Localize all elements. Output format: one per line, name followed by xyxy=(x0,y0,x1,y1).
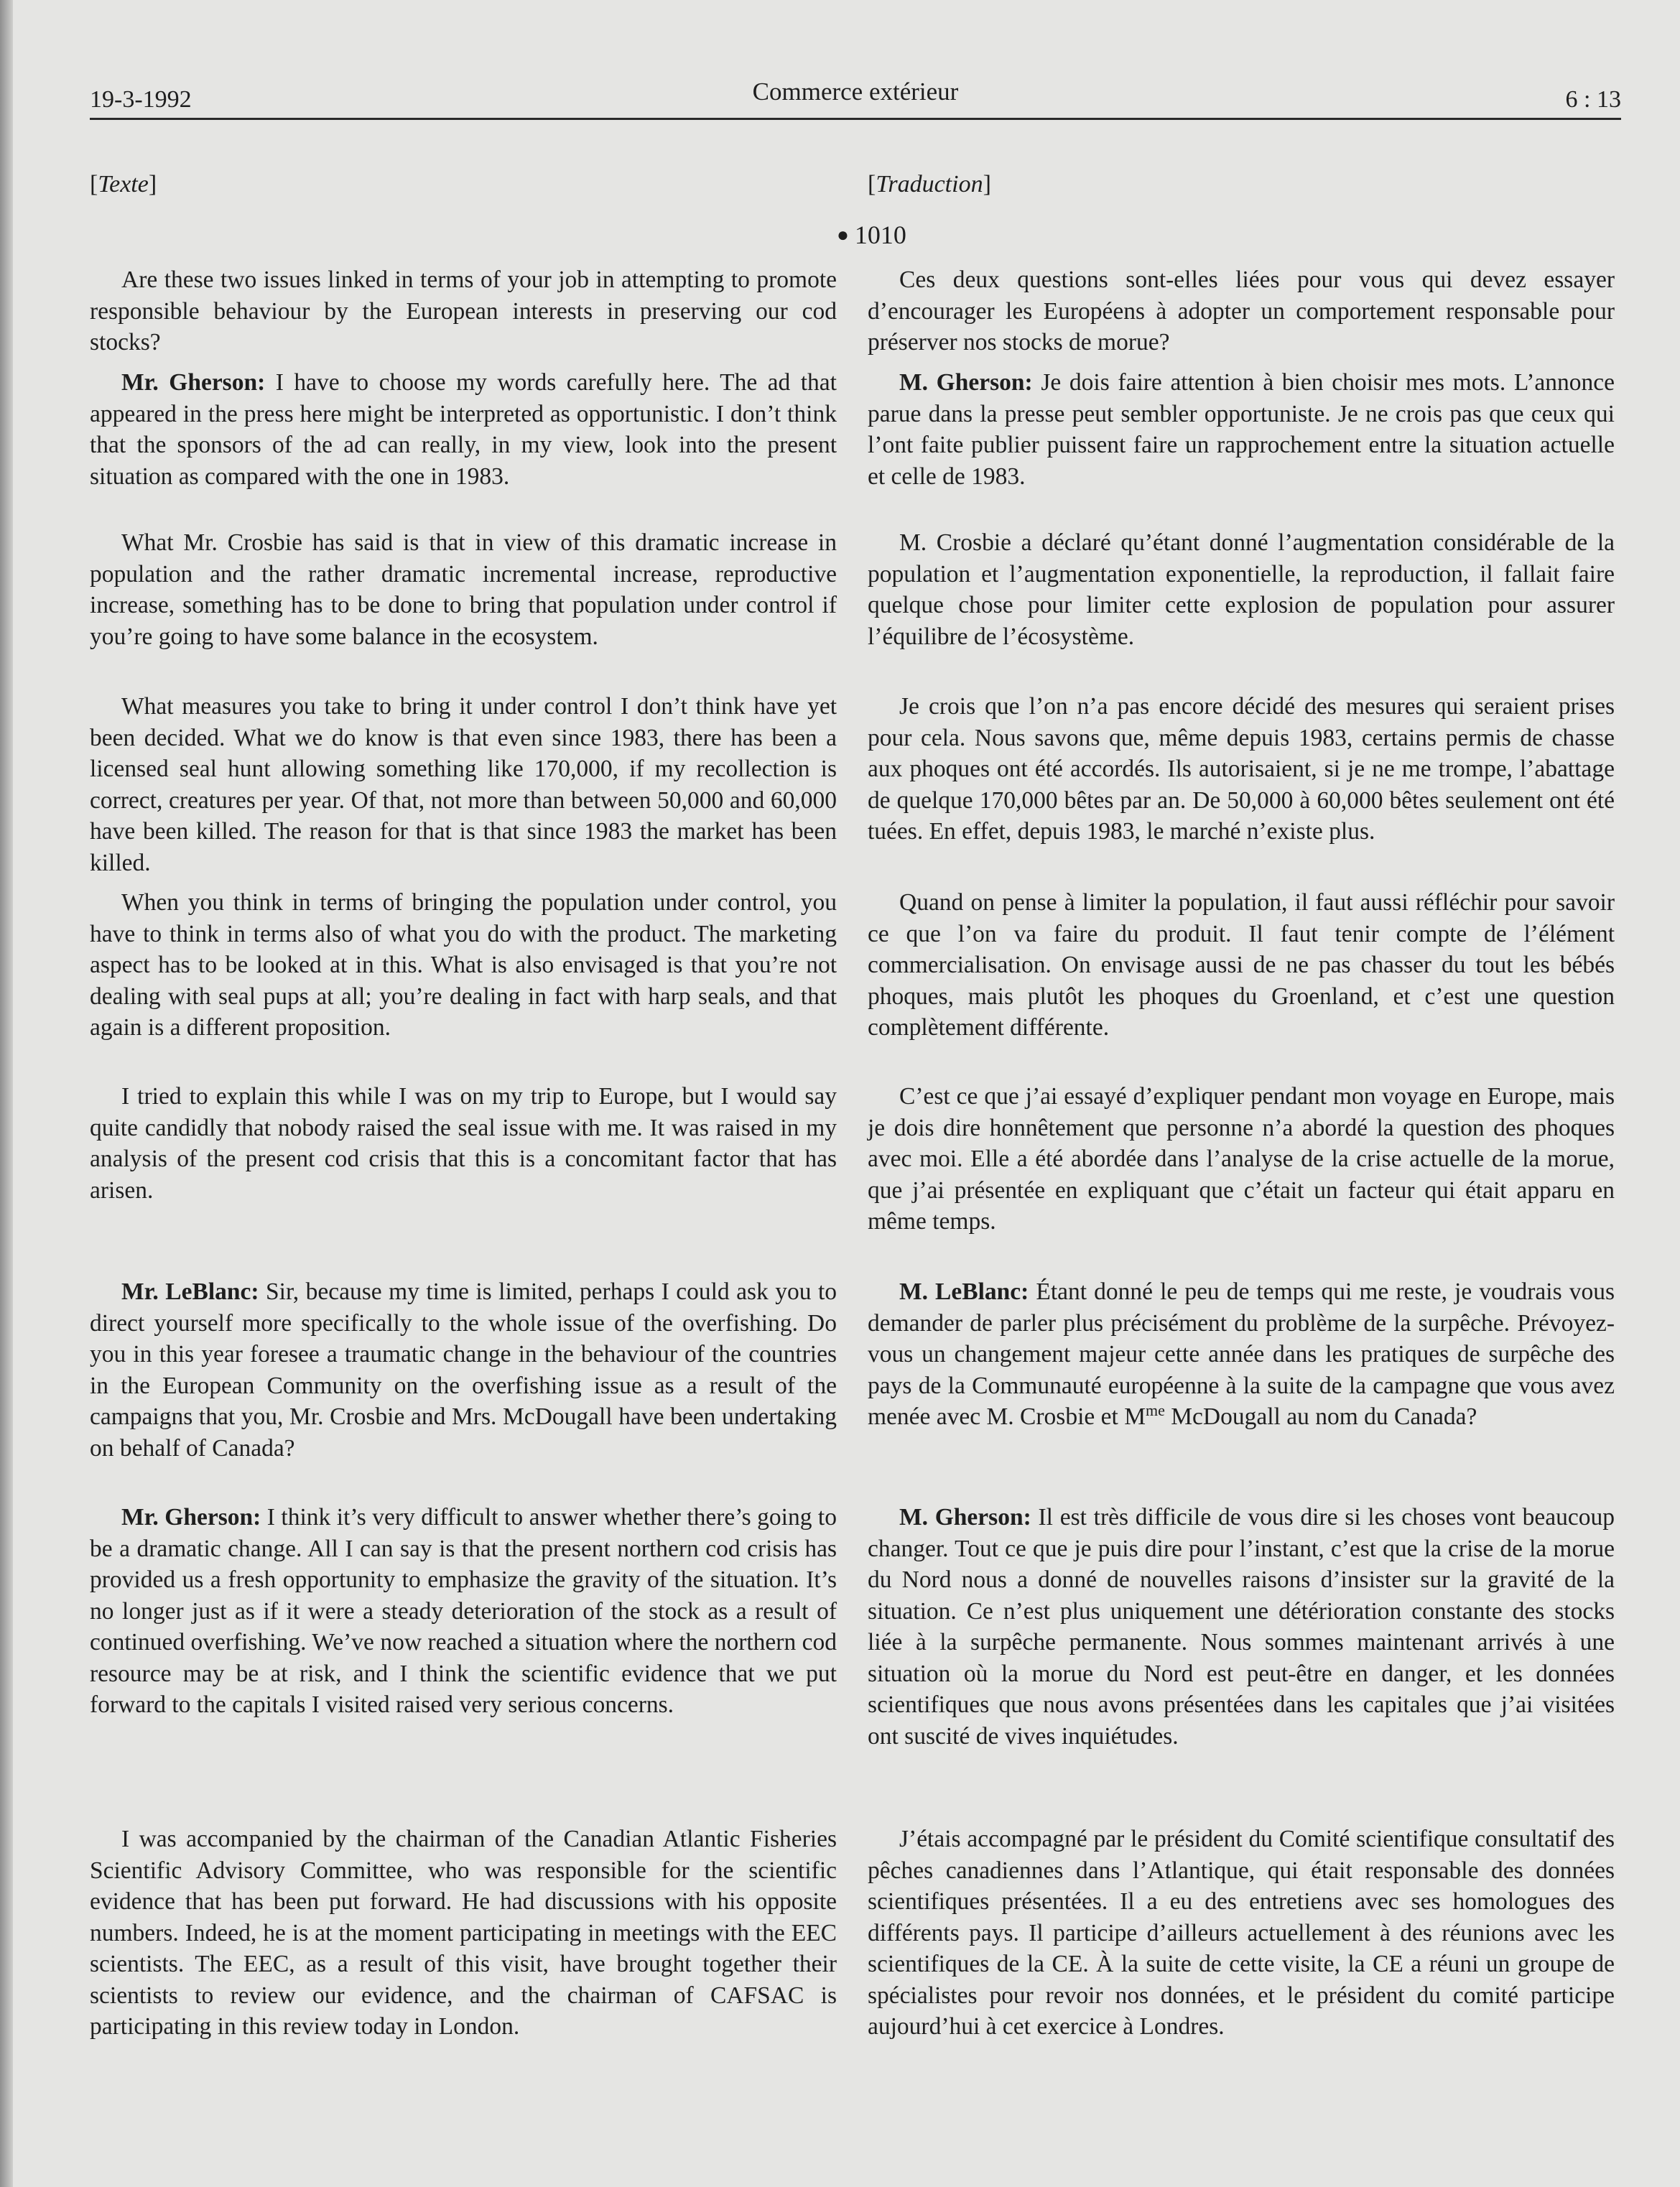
timestamp-marker: ● 1010 xyxy=(837,220,906,249)
left-paragraph: I was accompanied by the chairman of the Canadian Atlantic Fisheries Scientific Advisory Committee, who was responsible for the scientific evidence that has been put forward. He had discussions with his opposite numbers. Indeed, he is at the moment participating in meetings with the EEC scientists. The EEC, as a result of this visit, have brought together their scientists to review our evidence, and the chairman of CAFSAC is participating in this review today in London. xyxy=(90,1826,837,2040)
right-paragraph: M. Crosbie a déclaré qu’étant donné l’augmentation considérable de la population et l’augmentation exponentielle, la reproduction, il fallait faire quelque chose pour limiter cette explosion de population pour assurer l’équilibre de l’écosystème. xyxy=(868,529,1615,650)
right-paragraph: M. Gherson: Il est très difficile de vous dire si les choses vont beaucoup changer. Tout ce que je puis dire pour l’instant, c’est que la crise de la morue du Nord nous a donné de nouvelles raisons d’insister sur la gravité de la situation. Ce n’est plus uniquement une détérioration constante des stocks liée à la surpêche permanente. Nous sommes maintenant arrivés à une situation où la morue du Nord est peut-être en danger, et les données scientifiques que nous avons présentées dans les capitales que j’ai visitées ont suscité de vives inquiétudes. xyxy=(868,1504,1615,1750)
left-paragraph: What Mr. Crosbie has said is that in view of this dramatic increase in population and the rather dramatic incremental increase, reproductive increase, something has to be done to bring that population under control if you’re going to have some balance in the ecosystem. xyxy=(90,529,837,650)
right-paragraph: M. Gherson: Je dois faire attention à bien choisir mes mots. L’annonce parue dans la presse peut sembler opportuniste. Je ne crois pas que ceux qui l’ont faite publier puissent faire un rapprochement entre la situation actuelle et celle de 1983. xyxy=(868,369,1615,490)
right-paragraph: Ces deux questions sont-elles liées pour vous qui devez essayer d’encourager les Européens à adopter un comportement responsable pour préserver nos stocks de morue? xyxy=(868,266,1615,356)
right-paragraph: J’étais accompagné par le président du Comité scientifique consultatif des pêches canadiennes dans l’Atlantique, qui était responsable des données scientifiques présentées. Il a eu des entretiens avec ses homologues des différents pays. Il participe d’ailleurs actuellement à des réunions avec les scientifiques de la CE. À la suite de cette visite, la CE a réuni un groupe de spécialistes pour revoir nos données, et le président du comité participe aujourd’hui à cet exercice à Londres. xyxy=(868,1826,1615,2040)
header-page-number: 6 : 13 xyxy=(1565,86,1621,113)
left-paragraph: What measures you take to bring it under control I don’t think have yet been decided. What we do know is that even since 1983, there has been a licensed seal hunt allowing something like 170,000, if my recollection is correct, creatures per year. Of that, not more than between 50,000 and 60,000 have been killed. The reason for that is that since 1983 the market has been killed. xyxy=(90,693,837,876)
header-rule xyxy=(90,118,1621,120)
left-paragraph: Mr. Gherson: I think it’s very difficult to answer whether there’s going to be a dramatic change. All I can say is that the present northern cod crisis has provided us a fresh opportunity to emphasize the gravity of the situation. It’s no longer just as if it were a steady deterioration of the stock as a result of continued overfishing. We’ve now reached a situation where the northern cod resource may be at risk, and I think the scientific evidence that we put forward to the capitals I visited raised very serious concerns. xyxy=(90,1504,837,1718)
left-paragraph: When you think in terms of bringing the population under control, you have to think in terms also of what you do with the product. The marketing aspect has to be looked at in this. What is also envisaged is that you’re not dealing with seal pups at all; you’re dealing in fact with harp seals, and that again is a different proposition. xyxy=(90,889,837,1041)
left-paragraph: Are these two issues linked in terms of your job in attempting to promote responsible behaviour by the European interests in preserving our cod stocks? xyxy=(90,266,837,356)
header-date: 19-3-1992 xyxy=(90,86,192,113)
right-paragraph: C’est ce que j’ai essayé d’expliquer pendant mon voyage en Europe, mais je dois dire honnêtement que personne n’a abordé la question des phoques avec moi. Elle a été abordée dans l’analyse de la crise actuelle de la morue, que j’ai présentée en expliquant que c’était un facteur qui était apparu en même temps. xyxy=(868,1083,1615,1235)
header-title: Commerce extérieur xyxy=(752,78,959,106)
running-header xyxy=(90,78,1621,119)
text-tag: [Texte] xyxy=(90,171,157,198)
timestamp-value: 1010 xyxy=(854,220,906,249)
left-paragraph: Mr. Gherson: I have to choose my words carefully here. The ad that appeared in the press here might be interpreted as opportunistic. I don’t think that the sponsors of the ad can really, in my view, look into the present situation as compared with the one in 1983. xyxy=(90,369,837,490)
right-paragraph: M. LeBlanc: Étant donné le peu de temps qui me reste, je voudrais vous demander de parler plus précisément du problème de la surpêche. Prévoyez-vous un changement majeur cette année dans les pratiques de surpêche des pays de la Communauté européenne à la suite de la campagne que vous avez menée avec M. Crosbie et $M^{me}$ McDougall au nom du Canada? xyxy=(868,1278,1615,1430)
left-paragraph: I tried to explain this while I was on my trip to Europe, but I would say quite candidly that nobody raised the seal issue with me. It was raised in my analysis of the present cod crisis that this is a concomitant factor that has arisen. xyxy=(90,1083,837,1204)
left-paragraph: Mr. LeBlanc: Sir, because my time is limited, perhaps I could ask you to direct yourself more specifically to the whole issue of the overfishing. Do you in this year foresee a traumatic change in the behaviour of the countries in the European Community on the overfishing issue as a result of the campaigns that you, Mr. Crosbie and Mrs. McDougall have been undertaking on behalf of Canada? xyxy=(90,1278,837,1462)
right-paragraph: Quand on pense à limiter la population, il faut aussi réfléchir pour savoir ce que l’on va faire du produit. Il faut tenir compte de l’élément commercialisation. On envisage aussi de ne pas chasser du tout les bébés phoques, mais plutôt les phoques du Groenland, et c’est une question complètement différente. xyxy=(868,889,1615,1041)
page-binding-edge xyxy=(0,0,13,2187)
translation-tag: [Traduction] xyxy=(868,171,991,198)
right-paragraph: Je crois que l’on n’a pas encore décidé des mesures qui seraient prises pour cela. Nous savons que, même depuis 1983, certains permis de chasse aux phoques ont été accordés. Ils autorisaient, si je ne me trompe, l’abattage de quelque 170,000 bêtes par an. De 50,000 à 60,000 bêtes seulement ont été tuées. En effet, depuis 1983, le marché n’existe plus. xyxy=(868,693,1615,845)
